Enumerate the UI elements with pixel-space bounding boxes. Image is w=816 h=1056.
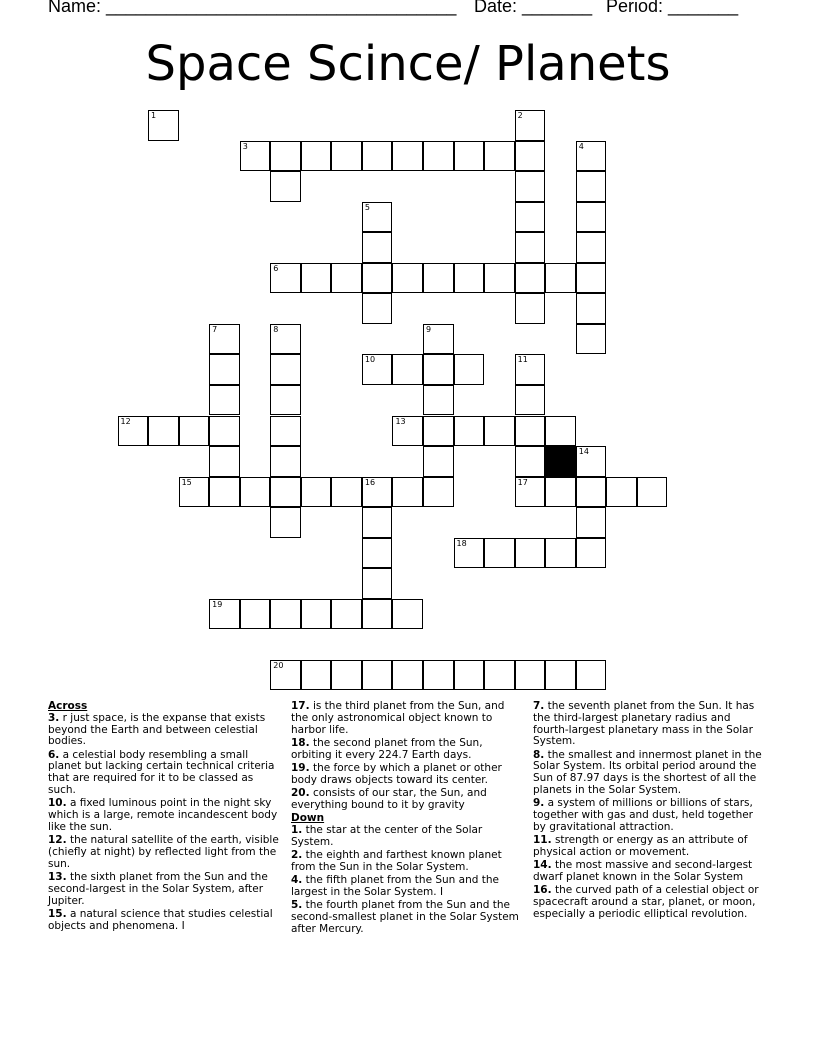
clue-text: r just space, is the expanse that exists beyond the Earth and between celestial bodies. [48,711,266,748]
cell-number: 12 [120,416,131,426]
grid-cell[interactable] [515,477,546,508]
grid-cell[interactable] [454,538,485,569]
grid-cell[interactable] [209,354,240,385]
clue-text: the natural satellite of the earth, visible (chiefly at night) by reflected light from the sun. [48,834,279,870]
grid-cell[interactable] [209,446,240,477]
grid-cell[interactable] [179,416,210,447]
cell-number: 4 [578,141,584,151]
cell-number: 20 [273,660,284,670]
clue-item [533,750,765,797]
clue-item [48,835,280,870]
grid-cell[interactable] [392,599,423,630]
grid-cell[interactable] [240,141,271,172]
grid-cell[interactable] [545,416,576,447]
grid-cell[interactable] [362,568,393,599]
grid-cell[interactable] [270,446,301,477]
grid-cell[interactable] [148,416,179,447]
clue-text: consists of our star, the Sun, and everything bound to it by gravity [291,787,487,811]
clue-text: a fixed luminous point in the night sky which is a large, remote incandescent body like the sun. [48,797,278,833]
grid-cell[interactable] [576,202,607,233]
clue-item [533,798,765,833]
grid-cell[interactable] [270,599,301,630]
clue-number: 3. [48,711,60,724]
clue-text: the seventh planet from the Sun. It has the third-largest planetary radius and fourth-largest planetary mass in the Solar System. [533,700,755,748]
page-title: Space Scince/ Planets [145,36,671,92]
grid-cell[interactable] [576,324,607,355]
grid-cell[interactable] [637,477,668,508]
grid-cell[interactable] [606,477,637,508]
clue-number: 4. [291,874,303,887]
clue-number: 9. [533,797,545,810]
clue-item [291,788,523,812]
grid-cell[interactable] [576,507,607,538]
grid-cell[interactable] [484,141,515,172]
grid-cell[interactable] [362,232,393,263]
grid-cell[interactable] [270,385,301,416]
clue-item [48,872,280,907]
grid-cell[interactable] [209,477,240,508]
grid-cell[interactable] [515,293,546,324]
clue-item [291,825,523,849]
clue-item [291,763,523,787]
clue-number: 1. [291,823,303,836]
grid-cell[interactable] [423,385,454,416]
grid-cell-black [545,446,576,477]
cell-number: 6 [273,263,279,273]
grid-cell[interactable] [209,416,240,447]
grid-cell[interactable] [392,416,423,447]
grid-cell[interactable] [423,354,454,385]
grid-cell[interactable] [301,660,332,691]
grid-cell[interactable] [301,599,332,630]
down-heading: Down [291,812,325,825]
grid-cell[interactable] [301,263,332,294]
clue-item [48,798,280,833]
grid-cell[interactable] [362,660,393,691]
clue-text: the fifth planet from the Sun and the largest in the Solar System. I [291,874,500,898]
clue-item [291,900,523,935]
grid-cell[interactable] [362,599,393,630]
grid-cell[interactable] [362,141,393,172]
clue-text: the most massive and second-largest dwarf planet known in the Solar System [533,859,753,884]
grid-cell[interactable] [331,141,362,172]
grid-cell[interactable] [118,416,149,447]
grid-cell[interactable] [362,263,393,294]
clue-number: 15. [48,908,67,921]
grid-cell[interactable] [454,141,485,172]
grid-cell[interactable] [576,538,607,569]
grid-cell[interactable] [454,354,485,385]
cell-number: 10 [364,355,376,365]
grid-cell[interactable] [362,354,393,385]
clue-text: a celestial body resembling a small planet but lacking certain technical criteria that are required for it to be classed as such. [48,748,275,797]
grid-cell[interactable] [392,263,423,294]
grid-cell[interactable] [515,354,546,385]
grid-cell[interactable] [423,446,454,477]
clue-number: 10. [48,797,67,810]
grid-cell[interactable] [270,141,301,172]
cell-number: 14 [578,447,589,457]
grid-cell[interactable] [362,293,393,324]
clue-number: 20. [291,787,310,800]
grid-cell[interactable] [423,477,454,508]
clue-number: 17. [291,700,310,712]
grid-cell[interactable] [515,232,546,263]
clue-item [533,701,765,748]
cell-number: 15 [181,477,192,487]
grid-cell[interactable] [392,477,423,508]
grid-cell[interactable] [545,660,576,691]
cell-number: 18 [456,538,467,548]
grid-cell[interactable] [331,599,362,630]
grid-cell[interactable] [515,660,546,691]
cell-number: 2 [517,111,523,120]
down-clue-list [291,825,523,936]
cell-number: 8 [273,324,279,334]
clue-item [291,875,523,899]
grid-cell[interactable] [179,477,210,508]
cell-number: 13 [395,416,406,426]
grid-cell[interactable] [209,599,240,630]
grid-cell[interactable] [270,660,301,691]
grid-cell[interactable] [515,416,546,447]
grid-cell[interactable] [545,263,576,294]
clue-item [291,850,523,874]
clue-item [533,860,765,884]
cell-number: 9 [426,324,432,334]
clue-text: the second planet from the Sun, orbiting it every 224.7 Earth days. [291,736,483,761]
clue-number: 12. [48,834,67,847]
cell-number: 5 [364,202,370,212]
cell-number: 1 [151,111,157,120]
grid-cell[interactable] [484,416,515,447]
clue-number: 14. [533,859,552,872]
clue-number: 11. [533,834,552,847]
grid-cell[interactable] [454,660,485,691]
grid-cell[interactable] [576,293,607,324]
clue-item [533,885,765,920]
grid-cell[interactable] [576,660,607,691]
cell-number: 11 [517,355,528,365]
clues-column-2 [291,701,523,937]
grid-cell[interactable] [454,263,485,294]
grid-cell[interactable] [362,477,393,508]
grid-cell[interactable] [423,141,454,172]
grid-cell[interactable] [209,324,240,355]
grid-cell[interactable] [240,477,271,508]
clue-number: 2. [291,849,303,862]
grid-cell[interactable] [392,660,423,691]
across-clue-list [48,713,280,933]
clue-text: the star at the center of the Solar System. [291,823,483,848]
cell-number: 17 [517,477,528,487]
grid-cell[interactable] [484,263,515,294]
grid-cell[interactable] [423,263,454,294]
clue-text: strength or energy as an attribute of physical action or movement. [533,834,748,859]
clue-text: the force by which a planet or other body draws objects toward its center. [291,761,502,786]
grid-cell[interactable] [301,477,332,508]
grid-cell[interactable] [331,477,362,508]
name-field: Name: ___________________________________ [48,0,457,16]
grid-cell[interactable] [362,507,393,538]
clue-number: 8. [533,748,545,761]
grid-cell[interactable] [515,385,546,416]
cell-number: 19 [212,599,223,609]
grid-cell[interactable] [545,538,576,569]
clue-text: the smallest and innermost planet in the Solar System. Its orbital period around the Sun of 87.97 days is the shortest of all the planets in the Solar System. [533,748,762,797]
grid-cell[interactable] [362,202,393,233]
grid-cell[interactable] [576,263,607,294]
clue-number: 19. [291,761,310,774]
grid-cell[interactable] [515,171,546,202]
clue-number: 7. [533,700,545,712]
clue-number: 18. [291,736,310,749]
grid-cell[interactable] [423,324,454,355]
clue-item [291,701,523,736]
grid-cell[interactable] [545,477,576,508]
grid-cell[interactable] [392,141,423,172]
grid-cell[interactable] [515,446,546,477]
grid-cell[interactable] [270,416,301,447]
date-field: Date: _______ [474,0,593,16]
grid-cell[interactable] [576,477,607,508]
grid-cell[interactable] [392,354,423,385]
clue-text: the eighth and farthest known planet from the Sun in the Solar System. [291,849,502,873]
grid-cell[interactable] [209,385,240,416]
grid-cell[interactable] [301,141,332,172]
grid-cell[interactable] [576,446,607,477]
grid-cell[interactable] [484,660,515,691]
grid-cell[interactable] [515,538,546,569]
down-clue-list-cont [533,701,765,921]
clue-text: the sixth planet from the Sun and the second-largest in the Solar System, after Jupiter. [48,871,268,907]
grid-cell[interactable] [454,416,485,447]
clues-column-3 [533,701,765,922]
grid-cell[interactable] [515,263,546,294]
grid-cell[interactable] [270,171,301,202]
grid-cell[interactable] [423,416,454,447]
cell-number: 16 [364,477,376,487]
clue-item [48,713,280,748]
grid-cell[interactable] [240,599,271,630]
clue-number: 16. [533,884,552,897]
clue-number: 13. [48,871,67,884]
grid-cell[interactable] [484,538,515,569]
grid-cell[interactable] [270,324,301,355]
grid-cell[interactable] [331,660,362,691]
across-clue-list-cont [291,701,523,812]
grid-cell[interactable] [515,202,546,233]
clue-text: the curved path of a celestial object or spacecraft around a star, planet, or moon, especially a periodic elliptical revolution. [533,884,759,921]
clue-item [48,750,280,797]
grid-cell[interactable] [576,141,607,172]
grid-cell[interactable] [362,538,393,569]
grid-cell[interactable] [270,477,301,508]
clue-number: 6. [48,748,60,761]
grid-cell[interactable] [515,110,546,141]
clue-item [291,738,523,762]
grid-cell[interactable] [270,354,301,385]
grid-cell[interactable] [576,171,607,202]
grid-cell[interactable] [515,141,546,172]
clue-text: is the third planet from the Sun, and the only astronomical object known to harbor life. [291,700,505,736]
across-heading: Across [48,700,88,712]
grid-cell[interactable] [576,232,607,263]
period-field: Period: _______ [606,0,739,16]
clue-item [533,835,765,859]
grid-cell[interactable] [331,263,362,294]
cell-number: 3 [242,141,248,151]
grid-cell[interactable] [423,660,454,691]
clue-item [48,909,280,933]
grid-cell[interactable] [148,110,179,141]
clue-text: a system of millions or billions of stars, together with gas and dust, held together by gravitational attraction. [533,797,753,833]
grid-cell[interactable] [270,507,301,538]
clue-number: 5. [291,899,303,912]
clues-column-1 [48,701,280,934]
clue-text: a natural science that studies celestial objects and phenomena. I [48,908,273,932]
clue-text: the fourth planet from the Sun and the second-smallest planet in the Solar System after Mercury. [291,899,519,935]
grid-cell[interactable] [270,263,301,294]
cell-number: 7 [212,324,218,334]
